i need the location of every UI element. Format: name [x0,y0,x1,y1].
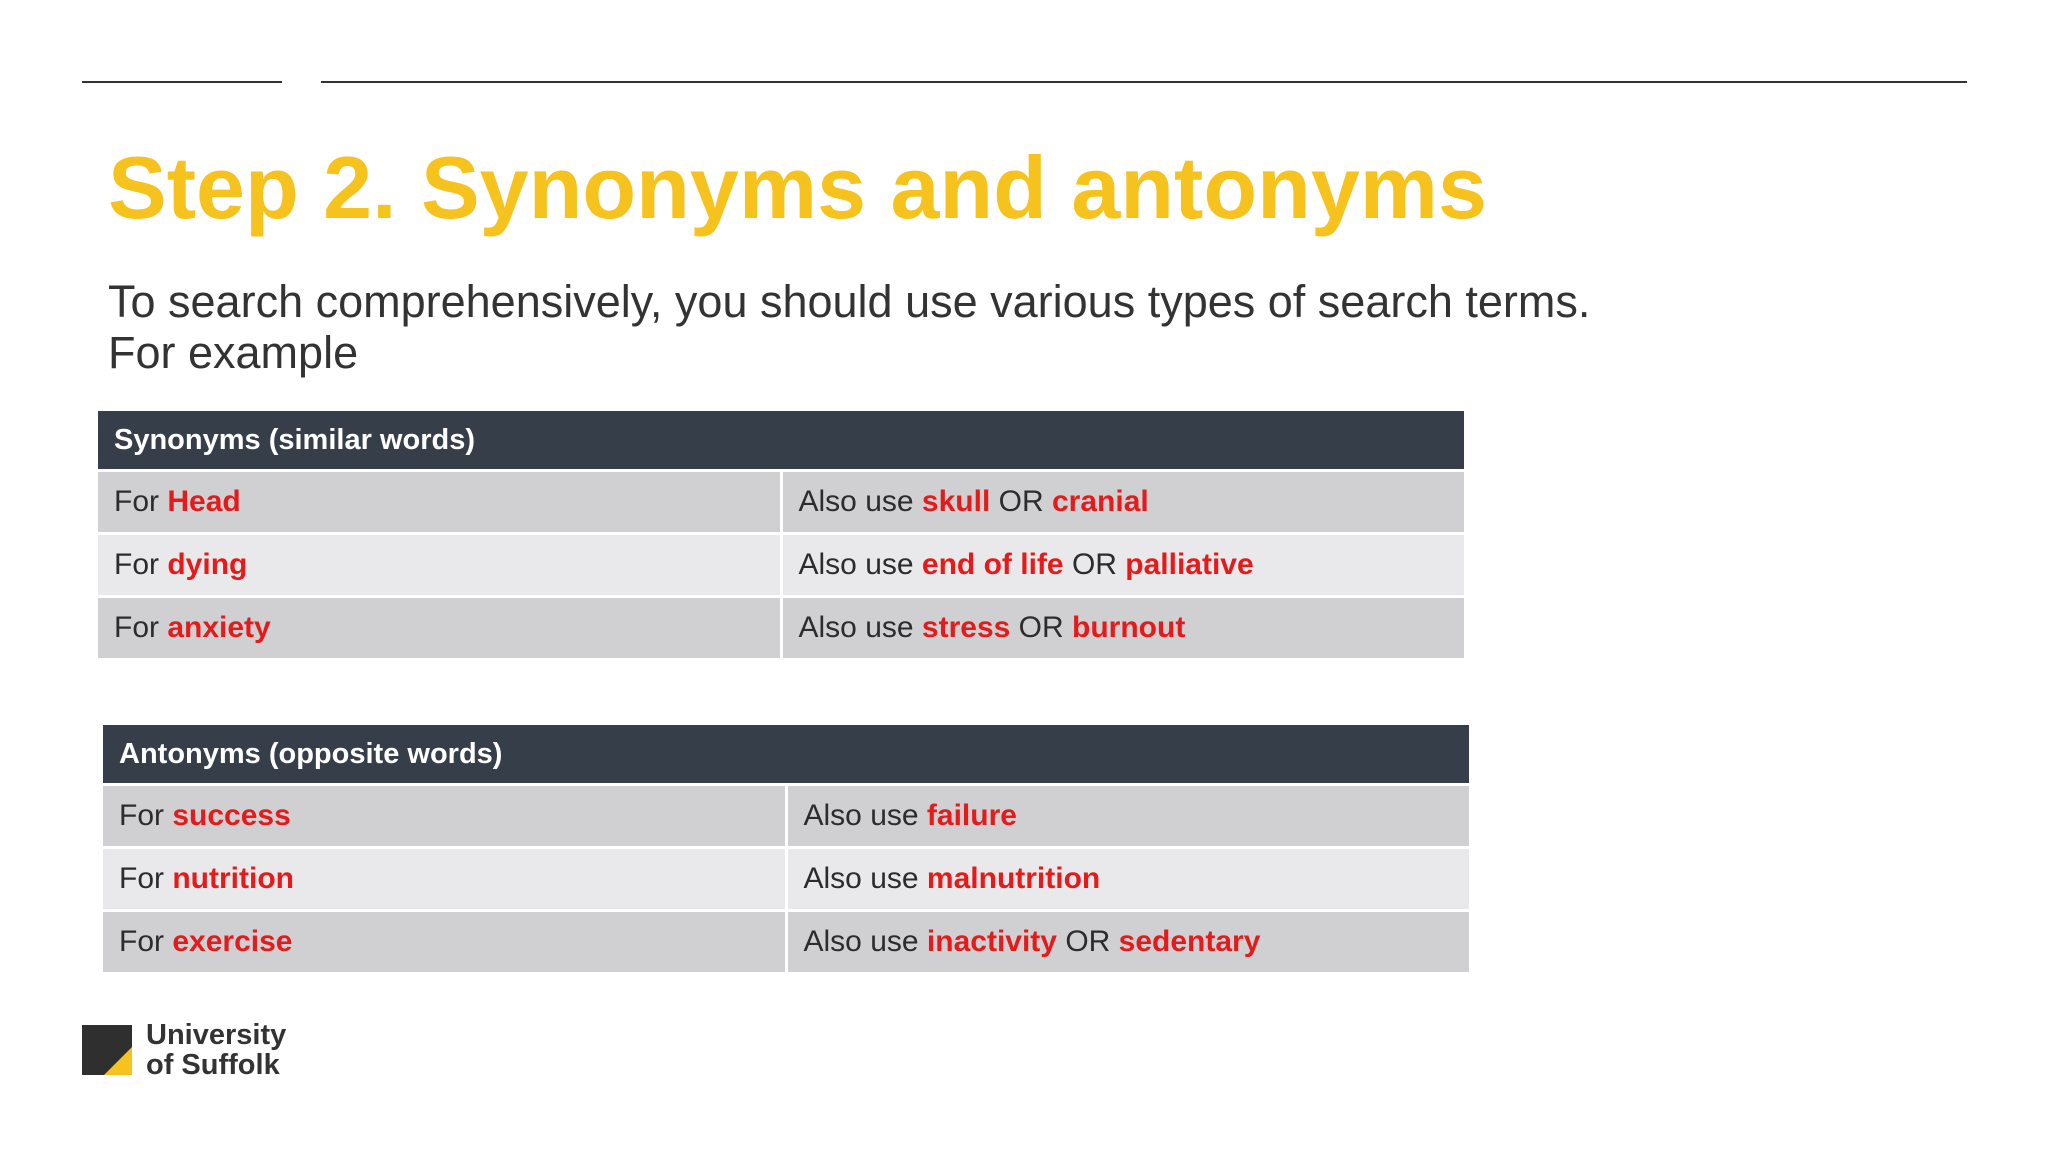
term-word: success [172,799,291,832]
logo-line-1: University [146,1019,287,1051]
term-cell: For anxiety [98,597,781,659]
term-cell: For dying [98,534,781,597]
table-row [98,597,1464,659]
alt-word: malnutrition [926,862,1101,895]
alt-word: skull [921,485,991,518]
alternatives-cell: Also use skull OR cranial [781,471,1464,534]
subtitle-line-2: For example [108,327,359,378]
term-word: Head [167,485,241,518]
term-word: dying [167,548,248,581]
logo-mark-icon [82,1025,132,1075]
alt-word: burnout [1072,611,1186,644]
alternatives-cell: Also use failure [786,785,1469,848]
term-word: nutrition [172,862,294,895]
alt-word: inactivity [926,925,1057,958]
term-word: anxiety [167,611,271,644]
alternatives-cell: Also use end of life OR palliative [781,534,1464,597]
table-row [98,534,1464,597]
term-cell: For nutrition [103,848,786,911]
alt-word: failure [926,799,1017,832]
synonyms-table [98,411,1464,658]
alt-word: palliative [1125,548,1254,581]
alt-word: cranial [1051,485,1149,518]
table-row [103,848,1469,911]
table-row [98,471,1464,534]
alt-word: sedentary [1118,925,1261,958]
table-row [103,785,1469,848]
slide-subtitle [108,276,1590,378]
term-word: exercise [172,925,293,958]
antonyms-table [103,725,1469,972]
synonyms-header: Synonyms (similar words) [98,411,1464,471]
alt-word: stress [921,611,1011,644]
top-rule-left [82,81,282,83]
term-cell: For exercise [103,911,786,973]
logo-line-2: of Suffolk [146,1049,280,1081]
table-row [103,911,1469,973]
alternatives-cell: Also use stress OR burnout [781,597,1464,659]
antonyms-header: Antonyms (opposite words) [103,725,1469,785]
alt-word: end of life [921,548,1064,581]
alternatives-cell: Also use malnutrition [786,848,1469,911]
university-logo [82,1020,286,1080]
slide-title: Step 2. Synonyms and antonyms [108,138,1487,237]
term-cell: For success [103,785,786,848]
term-cell: For Head [98,471,781,534]
top-rule-right [321,81,1967,83]
logo-text [146,1020,286,1080]
alternatives-cell: Also use inactivity OR sedentary [786,911,1469,973]
subtitle-line-1: To search comprehensively, you should use various types of search terms. [108,276,1591,327]
